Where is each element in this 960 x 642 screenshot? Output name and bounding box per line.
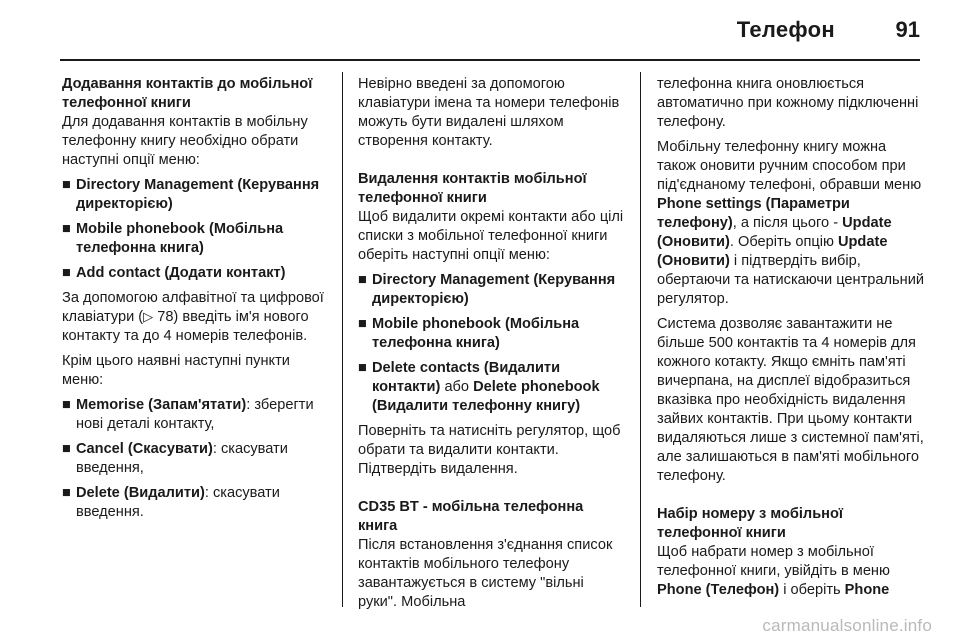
column-1 [62, 75, 330, 528]
paragraph: Щоб видалити окремі контакти або цілі списки з мобільної телефонної книги оберіть наступні опції меню: [358, 209, 624, 263]
section-heading-cd35-phonebook: CD35 BT - мобільна телефонна книга [358, 499, 584, 534]
list-item: ■ Cancel (Скасувати): скасувати введення, [62, 441, 288, 476]
paragraph: Крім цього наявні наступні пункти меню: [62, 353, 290, 388]
header-rule [60, 59, 920, 61]
paragraph: Щоб набрати номер з мобільної телефонної книги, увійдіть в меню Phone (Телефон) і оберіть Phone [657, 544, 890, 598]
page-number: 91 [895, 17, 920, 42]
list-item: ■ Directory Management (Керування директорією) [358, 272, 616, 307]
list-item: ■ Memorise (Запам'ятати): зберегти нові деталі контакту, [62, 397, 314, 432]
bullet-icon: ■ [62, 265, 71, 281]
column-3 [657, 75, 925, 606]
list-item: ■ Mobile phonebook (Мобільна телефонна книга) [358, 316, 580, 351]
reference-arrow-icon: ▷ [143, 310, 154, 325]
column-divider-1 [342, 72, 343, 607]
paragraph: Система дозволяє завантажити не більше 500 контактів та 4 номерів для кожного котакту. Якщо ємніть пам'яті вичерпана, на дисплеї відобразиться вказівка про необхідність видалення зайвих контактів. При цьому контакти видаляються лише з системної пам'яті, але залишаються в пам'яті мобільного телефону. [657, 316, 924, 484]
bullet-icon: ■ [62, 177, 71, 193]
list-item: ■ Add contact (Додати контакт) [62, 265, 286, 281]
list-item: ■ Mobile phonebook (Мобільна телефонна книга) [62, 221, 284, 256]
paragraph: Поверніть та натисніть регулятор, щоб обрати та видалити контакти. Підтвердіть видалення. [358, 423, 621, 477]
paragraph: За допомогою алфавітної та цифрової клавіатури (▷ 78) введіть ім'я нового контакту та до 4 номерів телефонів. [62, 290, 324, 344]
column-divider-2 [640, 72, 641, 607]
bullet-icon: ■ [62, 221, 71, 237]
section-heading-delete-contacts: Видалення контактів мобільної телефонної книги [358, 171, 587, 206]
paragraph: Невірно введені за допомогою клавіатури імена та номери телефонів можуть бути видалені шляхом створення контакту. [358, 76, 620, 149]
watermark: carmanualsonline.info [762, 616, 932, 635]
paragraph: Після встановлення з'єднання список контактів мобільного телефону завантажується в систему "вільні руки". Мобільна [358, 537, 613, 610]
bullet-icon: ■ [62, 397, 71, 413]
paragraph: телефонна книга оновлюється автоматично при кожному підключенні телефону. [657, 76, 919, 130]
list-item: ■ Directory Management (Керування директорією) [62, 177, 320, 212]
bullet-icon: ■ [62, 441, 71, 457]
bullet-icon: ■ [358, 272, 367, 288]
paragraph: Для додавання контактів в мобільну телефонну книгу необхідно обрати наступні опції меню: [62, 114, 308, 168]
list-item: ■ Delete contacts (Видалити контакти) або Delete phonebook (Видалити телефонну книгу) [358, 360, 600, 414]
bullet-icon: ■ [358, 316, 367, 332]
section-heading-add-contacts: Додавання контактів до мобільної телефонної книги [62, 76, 313, 111]
paragraph: Мобільну телефонну книгу можна також оновити ручним способом при під'єднаному телефоні, обравши меню Phone settings (Параметри телефону), а після цього - Update (Оновити). Оберіть опцію Update (Оновити) і підтвердіть вибір, обертаючи та натискаючи центральний регулятор. [657, 139, 924, 307]
section-heading-dial-number: Набір номеру з мобільної телефонної книги [657, 506, 844, 541]
page-title: Телефон [736, 17, 835, 42]
list-item: ■ Delete (Видалити): скасувати введення. [62, 485, 280, 520]
bullet-icon: ■ [358, 360, 367, 376]
column-2 [358, 75, 626, 618]
bullet-icon: ■ [62, 485, 71, 501]
page-header [0, 0, 960, 62]
